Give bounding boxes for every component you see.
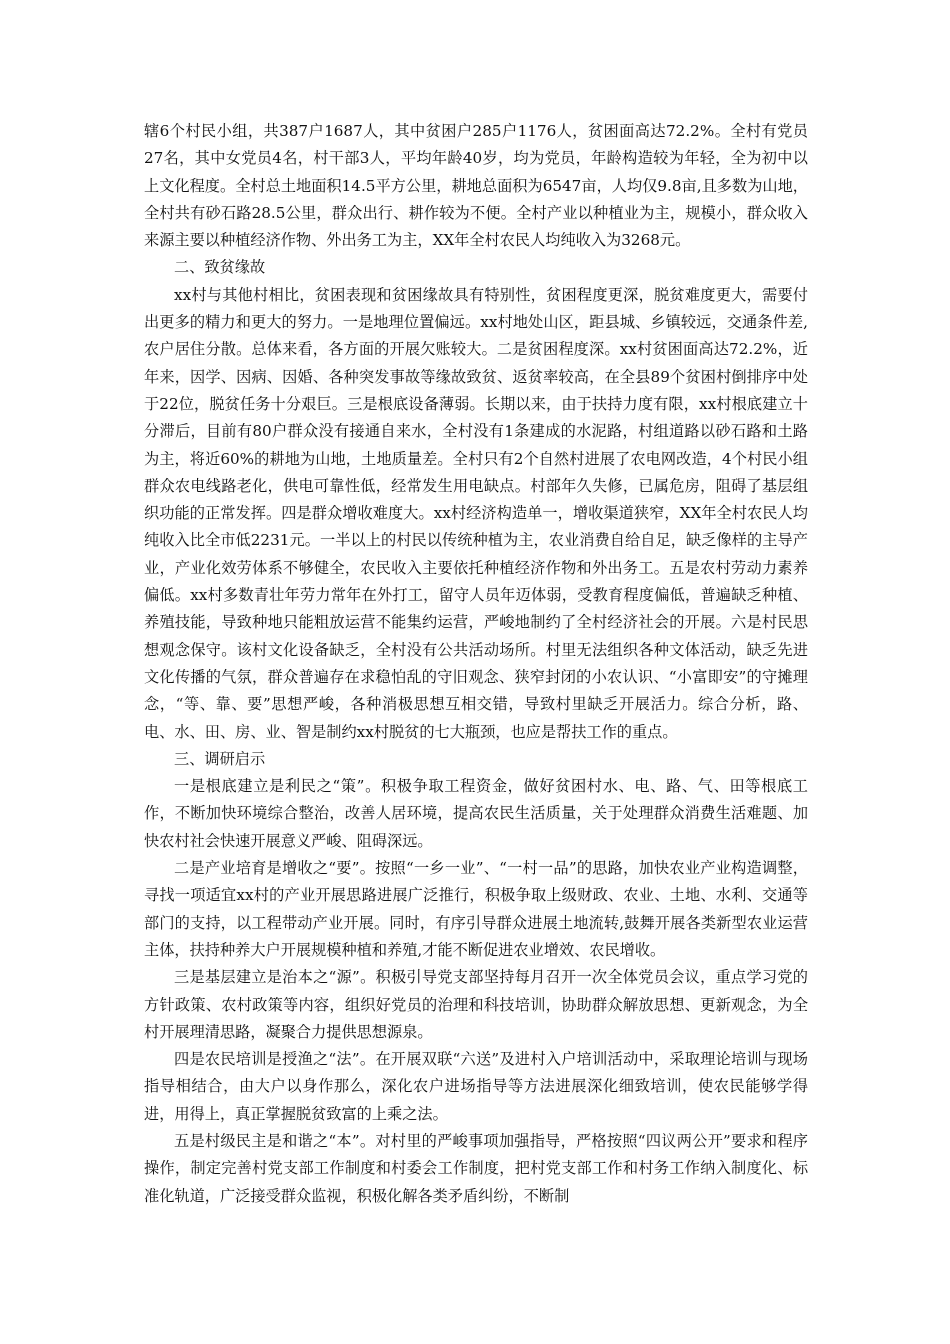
- paragraph-poverty-causes: xx村与其他村相比，贫困表现和贫困缘故具有特别性，贫困程度更深，脱贫难度更大，需要付出更多的精力和更大的努力。一是地理位置偏远。xx村地处山区，距县城、乡镇较远，交通条件差,农户居住分散。总体来看，各方面的开展欠账较大。二是贫困程度深。xx村贫困面高达72.2%，近年来，因学、因病、因婚、各种突发事故等缘故致贫、返贫率较高，在全县89个贫困村倒排序中处于22位，脱贫任务十分艰巨。三是根底设备薄弱。长期以来，由于扶持力度有限，xx村根底建立十分滞后，目前有80户群众没有接通自来水，全村没有1条建成的水泥路，村组道路以砂石路和土路为主，将近60%的耕地为山地，土地质量差。全村只有2个自然村进展了农电网改造，4个村民小组群众农电线路老化，供电可靠性低，经常发生用电缺点。村部年久失修，已属危房，阻碍了基层组织功能的正常发挥。四是群众增收难度大。xx村经济构造单一，增收渠道狭窄，XX年全村农民人均纯收入比全市低2231元。一半以上的村民以传统种植为主，农业消费自给自足，缺乏像样的主导产业，产业化效劳体系不够健全，农民收入主要依托种植经济作物和外出务工。五是农村劳动力素养偏低。xx村多数青壮年劳力常年在外打工，留守人员年迈体弱，受教育程度偏低，普遍缺乏种植、养殖技能，导致种地只能粗放运营不能集约运营，严峻地制约了全村经济社会的开展。六是村民思想观念保守。该村文化设备缺乏，全村没有公共活动场所。村里无法组织各种文体活动，缺乏先进文化传播的气氛，群众普遍存在求稳怕乱的守旧观念、狭窄封闭的小农认识、“小富即安”的守摊理念，“等、靠、要”思想严峻，各种消极思想互相交错，导致村里缺乏开展活力。综合分析，路、电、水、田、房、业、智是制约xx村脱贫的七大瓶颈，也应是帮扶工作的重点。: [144, 285, 808, 741]
- paragraph-village-overview: 辖6个村民小组，共387户1687人，其中贫困户285户1176人，贫困面高达72.2%。全村有党员27名，其中女党员4名，村干部3人，平均年龄40岁，均为党员，年龄构造较为年轻，全为初中以上文化程度。全村总土地面积14.5平方公里，耕地总面积为6547亩，人均仅9.8亩,且多数为山地，全村共有砂石路28.5公里，群众出行、耕作较为不便。全村产业以种植业为主，规模小，群众收入来源主要以种植经济作物、外出务工为主，XX年全村农民人均纯收入为3268元。: [144, 122, 808, 250]
- section-heading-poverty-causes: 二、致贫缘故: [174, 258, 266, 277]
- paragraph-grassroots: 三是基层建立是治本之“源”。积极引导党支部坚持每月召开一次全体党员会议，重点学习党的方针政策、农村政策等内容，组织好党员的治理和科技培训，协助群众解放思想、更新观念，为全村开展理清思路，凝聚合力提供思想源泉。: [144, 968, 808, 1041]
- document-body: [144, 118, 808, 1210]
- paragraph-training: 四是农民培训是授渔之“法”。在开展双联“六送”及进村入户培训活动中，采取理论培训与现场指导相结合，由大户以身作那么，深化农户进场指导等方法进展深化细致培训，使农民能够学得进，用得上，真正掌握脱贫致富的上乘之法。: [144, 1050, 808, 1123]
- paragraph-infrastructure: 一是根底建立是利民之“策”。积极争取工程资金，做好贫困村水、电、路、气、田等根底工作，不断加快环境综合整治，改善人居环境，提高农民生活质量，关于处理群众消费生活难题、加快农村社会快速开展意义严峻、阻碍深远。: [144, 777, 808, 850]
- paragraph-democracy: 五是村级民主是和谐之“本”。对村里的严峻事项加强指导，严格按照“四议两公开”要求和程序操作，制定完善村党支部工作制度和村委会工作制度，把村党支部工作和村务工作纳入制度化、标准化轨道，广泛接受群众监视，积极化解各类矛盾纠纷，不断制: [144, 1131, 808, 1205]
- section-heading-research-insights: 三、调研启示: [174, 749, 266, 768]
- paragraph-industry: 二是产业培育是增收之“要”。按照“一乡一业”、“一村一品”的思路，加快农业产业构造调整，寻找一项适宜xx村的产业开展思路进展广泛推行，积极争取上级财政、农业、土地、水利、交通等部门的支持，以工程带动产业开展。同时，有序引导群众进展土地流转,鼓舞开展各类新型农业运营主体，扶持种养大户开展规模种植和养殖,才能不断促进农业增效、农民增收。: [144, 859, 808, 959]
